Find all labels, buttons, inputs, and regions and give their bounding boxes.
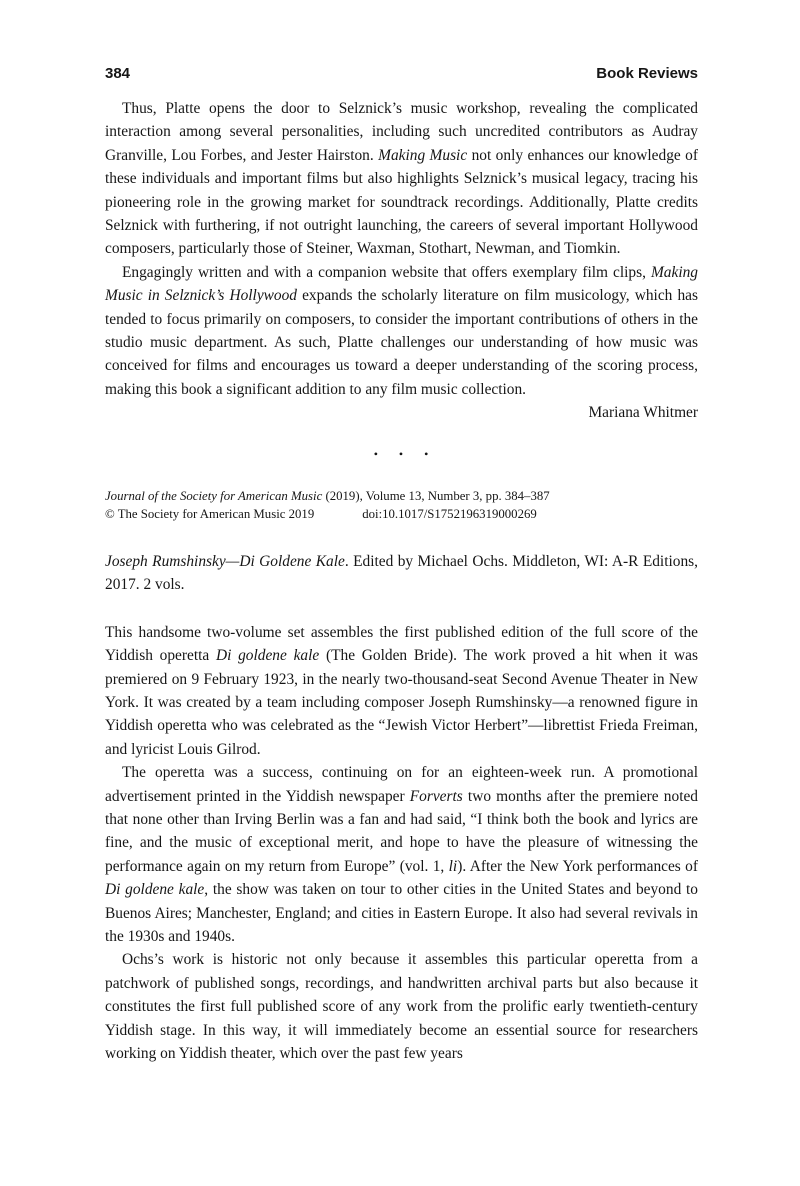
review2-paragraph-1: This handsome two-volume set assembles the first published edition of the full score of the Yiddish operetta Di goldene kale (The Golden Bride). The work proved a hit when it was premiered on 9 February 1923, in the nearly two-thousand-seat Second Avenue Theater in New York. It was created by a team including composer Joseph Rumshinsky—a renowned figure in Yiddish operetta who was celebrated as the “Jewish Victor Herbert”—librettist Frieda Freiman, and lyricist Louis Gilrod. [105,623,698,758]
review1-paragraph-2: Engagingly written and with a companion website that offers exemplary film clips, Making Music in Selznick’s Hollywood expands the scholarly literature on film musicology, which has tended to focus primarily on composers, to consider the important contributions of others in the studio music department. As such, Platte challenges our understanding of how music was conceived for films and encourages us toward a deeper understanding of the scoring process, making this book a significant addition to any film music collection. [105,263,698,398]
running-head [105,64,698,83]
section-separator: • • • [373,446,430,461]
review1-paragraph-1: Thus, Platte opens the door to Selznick’s music workshop, revealing the complicated interaction among several personalities, including such uncredited contributors as Audray Granville, Lou Forbes, and Jester Hairston. Making Music not only enhances our knowledge of these individuals and important films but also highlights Selznick’s musical legacy, tracing his pioneering role in the growing market for soundtrack recordings. Additionally, Platte credits Selznick with furthering, if not outright launching, the careers of several important Hollywood composers, particularly those of Steiner, Waxman, Stothart, Newman, and Tiomkin. [105,100,698,258]
reviewer-name: Mariana Whitmer [588,404,698,422]
section-title: Book Reviews [596,65,698,82]
review2-paragraph-2: The operetta was a success, continuing on for an eighteen-week run. A promotional advertisement printed in the Yiddish newspaper Forverts two months after the premiere noted that none other than Irving Berlin was a fan and had said, “I think both the book and lyrics are fine, and the music of exceptional merit, and hope to have the pleasure of witnessing the performance again on my return from Europe” (vol. 1, li). After the New York performances of Di goldene kale, the show was taken on tour to other cities in the United States and beyond to Buenos Aires; Manchester, England; and cities in Eastern Europe. It also had several revivals in the 1930s and 1940s. [105,764,698,945]
review2-heading: Joseph Rumshinsky—Di Goldene Kale. Edited by Michael Ochs. Middleton, WI: A-R Editions, 2017. 2 vols. [105,552,698,594]
citation-doi: doi:10.1017/S1752196319000269 [362,507,537,522]
page-body [105,97,698,1065]
review-2 [105,550,698,1066]
citation-copyright: © The Society for American Music 2019 [105,507,315,522]
review-1 [105,97,698,425]
citation-journal-line: Journal of the Society for American Music (2019), Volume 13, Number 3, pp. 384–387 [105,488,550,503]
page-number: 384 [105,65,131,82]
journal-citation [105,487,698,524]
citation-copyright-line [105,505,698,524]
review2-paragraph-3: Ochs’s work is historic not only because it assembles this particular operetta from a patchwork of published songs, recordings, and handwritten archival parts but also because it constitutes the first full published score of any work from the prolific early twentieth-century Yiddish stage. In this way, it will immediately become an essential source for researchers working on Yiddish theater, which over the past few years [105,951,698,1062]
